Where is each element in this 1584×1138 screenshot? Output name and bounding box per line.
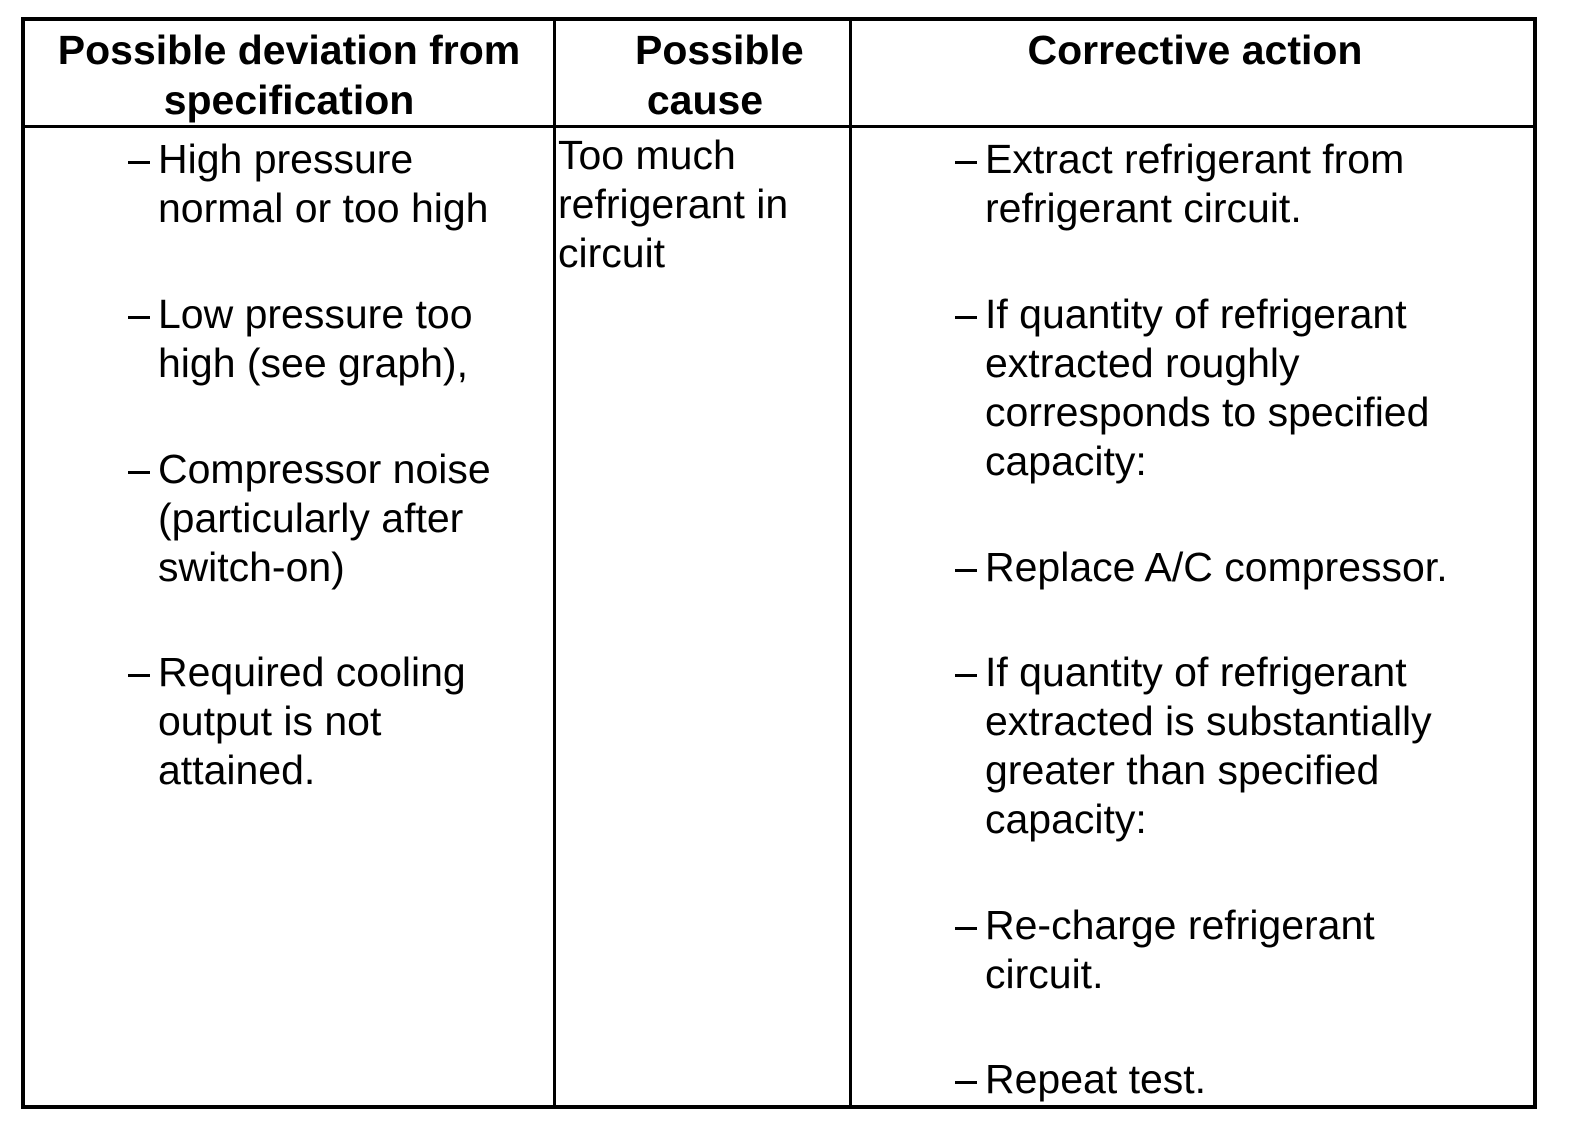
deviation-text: Compressor noise (particularly after switch-on) <box>158 446 491 590</box>
dash-bullet <box>955 316 977 319</box>
action-item <box>985 648 1500 844</box>
action-item <box>985 543 1525 592</box>
cause-text: Too much refrigerant in circuit <box>558 132 789 276</box>
column-divider-1 <box>553 21 556 1105</box>
header-action: Corrective action <box>1027 27 1363 73</box>
header-cause: Possible cause <box>635 27 804 123</box>
dash-bullet <box>955 569 977 572</box>
dash-bullet <box>128 471 150 474</box>
action-text: Re-charge refrigerant circuit. <box>985 902 1375 997</box>
dash-bullet <box>128 316 150 319</box>
dash-bullet <box>955 1081 977 1084</box>
dash-bullet <box>955 674 977 677</box>
action-item <box>985 135 1500 233</box>
dash-bullet <box>955 161 977 164</box>
header-deviation: Possible deviation from specification <box>57 27 521 123</box>
action-text: Repeat test. <box>985 1056 1207 1102</box>
header-divider <box>25 125 1533 128</box>
action-item <box>985 1055 1500 1104</box>
dash-bullet <box>128 674 150 677</box>
action-text: Extract refrigerant from refrigerant circuit. <box>985 136 1405 231</box>
action-text: Replace A/C compressor. <box>985 544 1448 590</box>
action-text: If quantity of refrigerant extracted roughly corresponds to specified capacity: <box>985 291 1430 484</box>
dash-bullet <box>955 927 977 930</box>
dash-bullet <box>128 161 150 164</box>
deviation-item <box>158 445 538 592</box>
deviation-text: Low pressure too high (see graph), <box>158 291 473 386</box>
deviation-item <box>158 290 538 388</box>
column-divider-2 <box>849 21 852 1105</box>
action-item <box>985 901 1500 999</box>
deviation-text: Required cooling output is not attained. <box>158 649 466 793</box>
troubleshooting-table <box>21 17 1537 1109</box>
deviation-item <box>158 135 538 233</box>
action-text: If quantity of refrigerant extracted is substantially greater than specified capacity: <box>985 649 1432 842</box>
deviation-item <box>158 648 538 795</box>
deviation-text: High pressure normal or too high <box>158 136 489 231</box>
action-item <box>985 290 1500 486</box>
